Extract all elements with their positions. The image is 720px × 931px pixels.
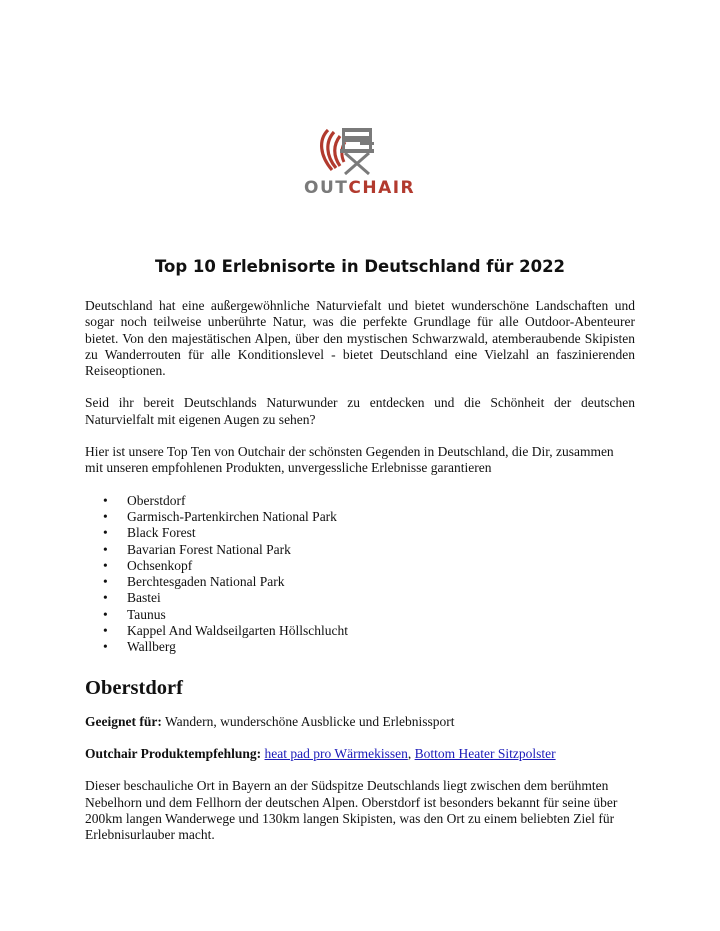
list-item <box>85 574 635 590</box>
list-item <box>85 525 635 541</box>
product-recommendation-line <box>85 746 635 762</box>
bullet-icon: • <box>103 574 108 590</box>
list-item-label: Kappel And Waldseilgarten Höllschlucht <box>127 623 348 639</box>
outchair-logo <box>300 120 420 205</box>
list-item-label: Wallberg <box>127 639 176 655</box>
list-item <box>85 623 635 639</box>
heat-pad-link[interactable]: heat pad pro Wärmekissen <box>264 745 408 761</box>
chair-flame-logo-icon <box>314 120 394 180</box>
bullet-icon: • <box>103 492 108 508</box>
bullet-icon: • <box>103 508 108 524</box>
list-item-label: Taunus <box>127 606 166 622</box>
product-recommendation-label: Outchair Produktempfehlung: <box>85 745 262 761</box>
suited-for-text: Wandern, wunderschöne Ausblicke und Erlebnissport <box>161 713 455 729</box>
logo-text-out: OUT <box>304 178 349 198</box>
section-heading: Oberstdorf <box>85 676 183 699</box>
list-item <box>85 509 635 525</box>
list-item-label: Ochsenkopf <box>127 557 193 573</box>
list-item-label: Berchtesgaden National Park <box>127 574 285 590</box>
document-body <box>85 298 635 843</box>
intro-paragraph-2: Seid ihr bereit Deutschlands Naturwunder zu entdecken und die Schönheit der deutschen Naturvielfalt mit eigenen Augen zu sehen? <box>85 395 635 427</box>
list-item-label: Oberstdorf <box>127 492 186 508</box>
logo-wordmark <box>304 178 414 198</box>
list-item <box>85 542 635 558</box>
page-title: Top 10 Erlebnisorte in Deutschland für 2022 <box>154 257 566 276</box>
bullet-icon: • <box>103 557 108 573</box>
list-item <box>85 639 635 655</box>
bottom-heater-link[interactable]: Bottom Heater Sitzpolster <box>414 745 556 761</box>
bullet-icon: • <box>103 590 108 606</box>
bullet-icon: • <box>103 525 108 541</box>
list-item-label: Garmisch-Partenkirchen National Park <box>127 508 337 524</box>
list-item-label: Bastei <box>127 590 161 606</box>
list-item-label: Bavarian Forest National Park <box>127 541 291 557</box>
logo-text-chair: CHAIR <box>348 178 416 198</box>
product-separator: , <box>407 745 412 761</box>
list-item <box>85 558 635 574</box>
section-body-paragraph: Dieser beschauliche Ort in Bayern an der Südspitze Deutschlands liegt zwischen dem berühmten Nebelhorn und dem Fellhorn der deutschen Alpen. Oberstdorf ist besonders bekannt für seine über 200km langen Wanderwege und 130km langen Skipisten, was den Ort zu einem beliebten Ziel für Erlebnisurlauber macht. <box>85 778 618 843</box>
bullet-icon: • <box>103 623 108 639</box>
suited-for-line <box>85 714 635 730</box>
bullet-icon: • <box>103 606 108 622</box>
list-item-label: Black Forest <box>127 525 196 541</box>
bullet-icon: • <box>103 541 108 557</box>
places-list <box>85 493 635 656</box>
intro-paragraph-3: Hier ist unsere Top Ten von Outchair der schönsten Gegenden in Deutschland, die Dir, zusammen mit unseren empfohlenen Produkten, unvergessliche Erlebnisse garantieren <box>85 444 614 476</box>
suited-for-label: Geeignet für: <box>85 713 162 729</box>
intro-paragraph-1: Deutschland hat eine außergewöhnliche Naturviefalt und bietet wunderschöne Landschaften und sogar noch teilweise unberührte Natur, was die perfekte Grundlage für alle Outdoor-Abenteurer bietet. Von den majestätischen Alpen, über den mystischen Schwarzwald, atemberaubende Skipisten zu Wanderrouten für alle Konditionslevel - bietet Deutschland eine Vielzahl an faszinierenden Reiseoptionen. <box>85 298 635 379</box>
list-item <box>85 493 635 509</box>
list-item <box>85 607 635 623</box>
bullet-icon: • <box>103 639 108 655</box>
list-item <box>85 590 635 606</box>
